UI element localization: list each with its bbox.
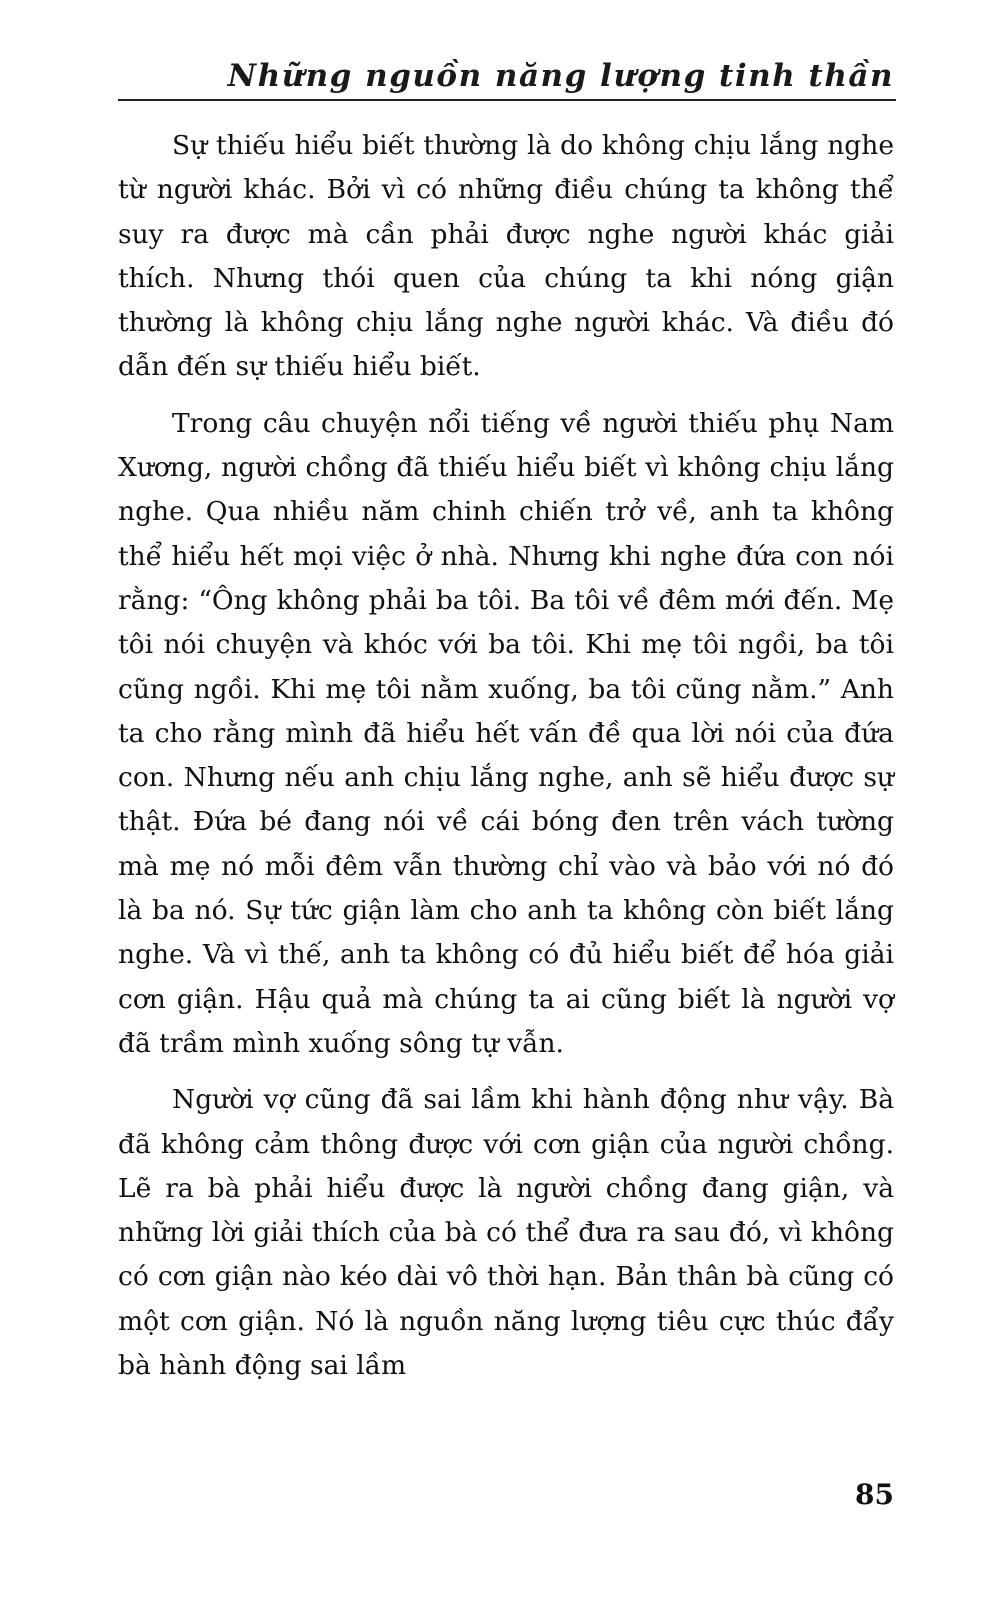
header-divider bbox=[118, 99, 896, 101]
running-header-title: Những nguồn năng lượng tinh thần bbox=[227, 58, 894, 94]
paragraph-3: Người vợ cũng đã sai lầm khi hành động như vậy. Bà đã không cảm thông được với cơn giận của người chồng. Lẽ ra bà phải hiểu được là người chồng đang giận, và những lời giải thích của bà có thể đưa ra sau đó, vì không có cơn giận nào kéo dài vô thời hạn. Bản thân bà cũng có một cơn giận. Nó là nguồn năng lượng tiêu cực thúc đẩy bà hành động sai lầm bbox=[118, 1084, 894, 1382]
page-number: 85 bbox=[855, 1478, 894, 1511]
body-text bbox=[118, 124, 894, 1400]
paragraph-1: Sự thiếu hiểu biết thường là do không chịu lắng nghe từ người khác. Bởi vì có những điều chúng ta không thể suy ra được mà cần phải được nghe người khác giải thích. Nhưng thói quen của chúng ta khi nóng giận thường là không chịu lắng nghe người khác. Và điều đó dẫn đến sự thiếu hiểu biết. bbox=[118, 130, 894, 383]
paragraph-2: Trong câu chuyện nổi tiếng về người thiếu phụ Nam Xương, người chồng đã thiếu hiểu biết vì không chịu lắng nghe. Qua nhiều năm chinh chiến trở về, anh ta không thể hiểu hết mọi việc ở nhà. Nhưng khi nghe đứa con nói rằng: “Ông không phải ba tôi. Ba tôi về đêm mới đến. Mẹ tôi nói chuyện và khóc với ba tôi. Khi mẹ tôi ngồi, ba tôi cũng ngồi. Khi mẹ tôi nằm xuống, ba tôi cũng nằm.” Anh ta cho rằng mình đã hiểu hết vấn đề qua lời nói của đứa con. Nhưng nếu anh chịu lắng nghe, anh sẽ hiểu được sự thật. Đứa bé đang nói về cái bóng đen trên vách tường mà mẹ nó mỗi đêm vẫn thường chỉ vào và bảo với nó đó là ba nó. Sự tức giận làm cho anh ta không còn biết lắng nghe. Và vì thế, anh ta không có đủ hiểu biết để hóa giải cơn giận. Hậu quả mà chúng ta ai cũng biết là người vợ đã trầm mình xuống sông tự vẫn. bbox=[118, 407, 894, 1059]
